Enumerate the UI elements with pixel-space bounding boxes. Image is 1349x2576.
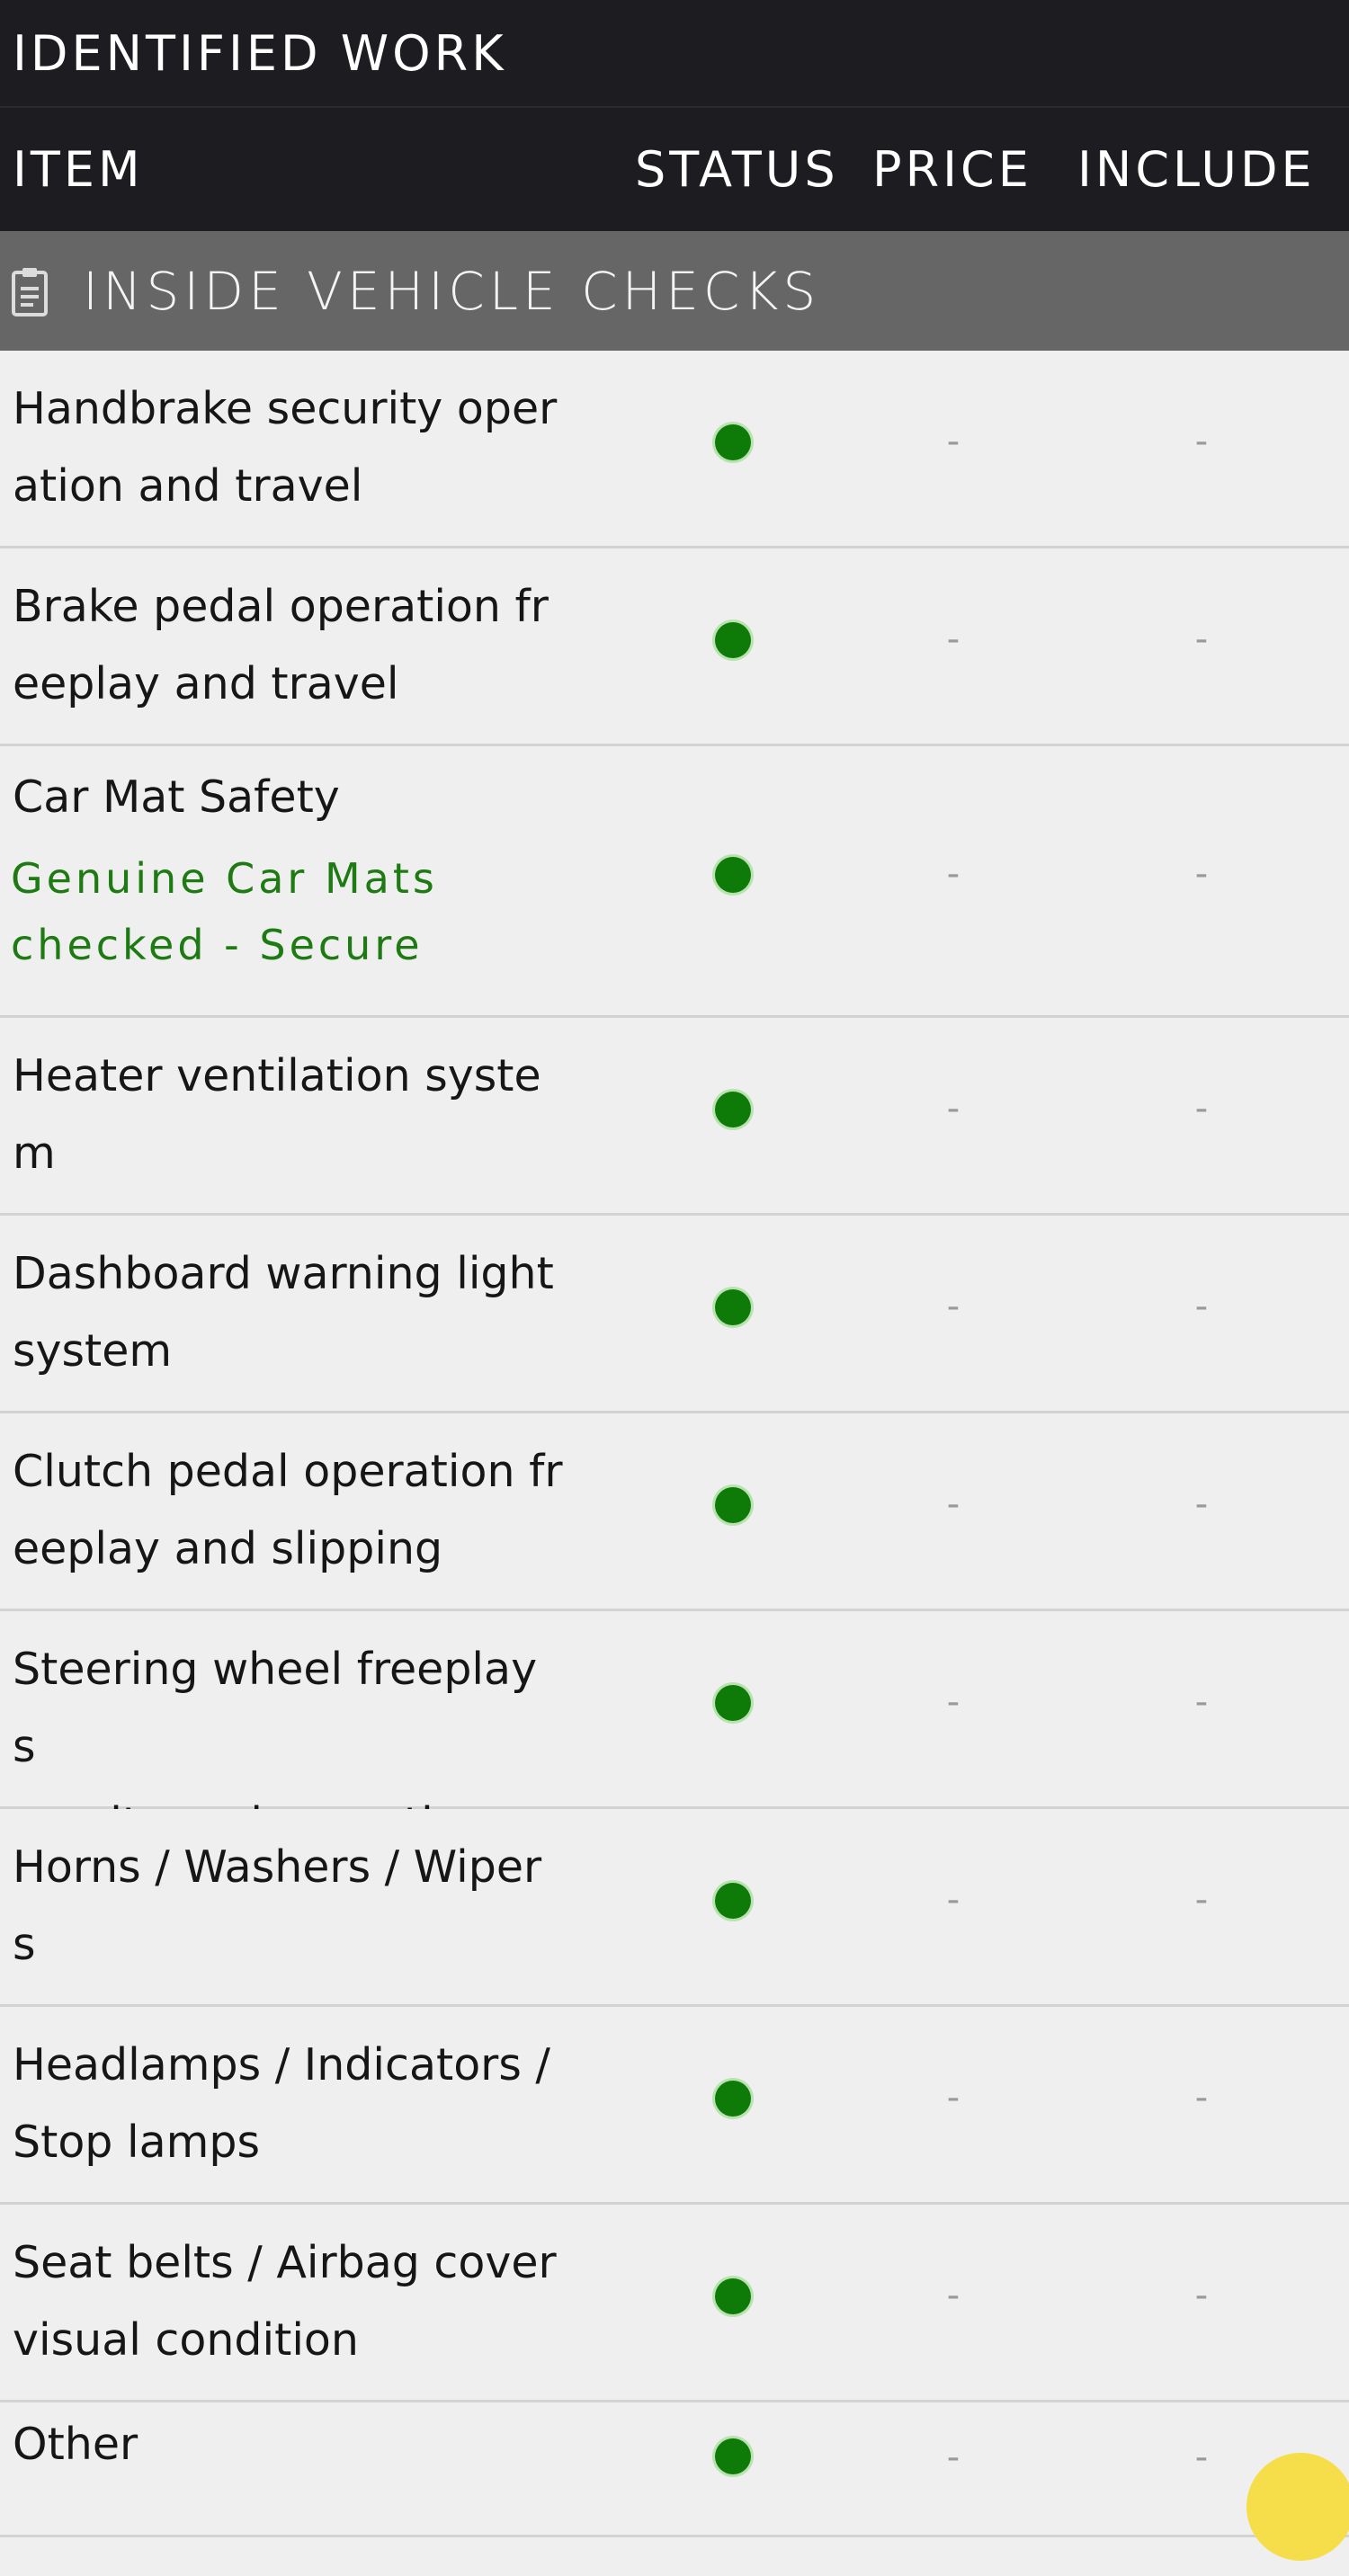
item-price: - xyxy=(946,1484,960,1525)
item-price: - xyxy=(946,2077,960,2118)
table-row[interactable] xyxy=(0,548,1349,746)
item-name: Dashboard warning light system xyxy=(13,1248,554,1377)
item-price: - xyxy=(946,2275,960,2316)
column-header-row xyxy=(0,106,1349,231)
item-note: Genuine Car Mats checked - Secure xyxy=(11,854,438,969)
page-title: IDENTIFIED WORK xyxy=(13,24,507,82)
status-ok-indicator xyxy=(715,1685,751,1721)
column-header-price: PRICE xyxy=(872,141,1032,198)
item-include[interactable]: - xyxy=(1194,1484,1209,1525)
item-include[interactable]: - xyxy=(1194,2275,1209,2316)
check-list xyxy=(0,351,1349,2537)
item-include[interactable]: - xyxy=(1194,853,1209,895)
item-price: - xyxy=(946,853,960,895)
status-ok-indicator xyxy=(715,2438,751,2474)
column-header-include: INCLUDE xyxy=(1077,141,1316,198)
item-include[interactable]: - xyxy=(1194,619,1209,660)
page-title-bar xyxy=(0,0,1349,106)
section-header-inside-vehicle-checks[interactable] xyxy=(0,231,1349,351)
item-name: Brake pedal operation fr eeplay and travel xyxy=(13,581,549,709)
item-include[interactable]: - xyxy=(1194,1088,1209,1129)
status-ok-indicator xyxy=(715,1487,751,1523)
table-row[interactable] xyxy=(0,1413,1349,1611)
item-name: Horns / Washers / Wiper s xyxy=(13,1841,542,1970)
item-name: Steering wheel freeplay s xyxy=(13,1644,538,1772)
table-row[interactable] xyxy=(0,1018,1349,1216)
column-header-item: ITEM xyxy=(13,141,144,198)
status-ok-indicator xyxy=(715,424,751,460)
status-ok-indicator xyxy=(715,2278,751,2314)
item-price: - xyxy=(946,421,960,462)
item-include[interactable]: - xyxy=(1194,2437,1209,2478)
item-name: Handbrake security oper ation and travel xyxy=(13,383,558,512)
item-include[interactable]: - xyxy=(1194,1879,1209,1921)
status-ok-indicator xyxy=(715,1883,751,1919)
item-include[interactable]: - xyxy=(1194,1286,1209,1327)
table-row[interactable] xyxy=(0,2205,1349,2402)
table-row[interactable] xyxy=(0,2007,1349,2205)
item-name: Clutch pedal operation fr eeplay and slipping xyxy=(13,1446,563,1574)
clipboard-icon xyxy=(11,265,49,317)
column-header-status: STATUS xyxy=(635,141,839,198)
item-price: - xyxy=(946,1286,960,1327)
item-price: - xyxy=(946,619,960,660)
item-price: - xyxy=(946,2437,960,2478)
table-row[interactable] xyxy=(0,1216,1349,1413)
status-ok-indicator xyxy=(715,857,751,893)
item-name: Other xyxy=(13,2419,138,2470)
item-price: - xyxy=(946,1088,960,1129)
item-name: Headlamps / Indicators / Stop lamps xyxy=(13,2039,550,2168)
item-include[interactable]: - xyxy=(1194,421,1209,462)
status-ok-indicator xyxy=(715,2081,751,2117)
item-include[interactable]: - xyxy=(1194,2077,1209,2118)
status-ok-indicator xyxy=(715,1289,751,1325)
status-ok-indicator xyxy=(715,1092,751,1128)
item-price: - xyxy=(946,1879,960,1921)
item-name: Heater ventilation syste m xyxy=(13,1050,541,1179)
item-name: Car Mat Safety xyxy=(13,771,340,823)
table-row[interactable] xyxy=(0,351,1349,548)
item-price: - xyxy=(946,1681,960,1723)
table-row[interactable] xyxy=(0,1809,1349,2007)
item-include[interactable]: - xyxy=(1194,1681,1209,1723)
status-ok-indicator xyxy=(715,622,751,658)
item-name: Seat belts / Airbag cover visual condition xyxy=(13,2237,557,2366)
table-row[interactable] xyxy=(0,1611,1349,1809)
section-label: INSIDE VEHICLE CHECKS xyxy=(83,260,821,322)
table-row[interactable] xyxy=(0,2402,1349,2537)
table-row[interactable] xyxy=(0,746,1349,1018)
